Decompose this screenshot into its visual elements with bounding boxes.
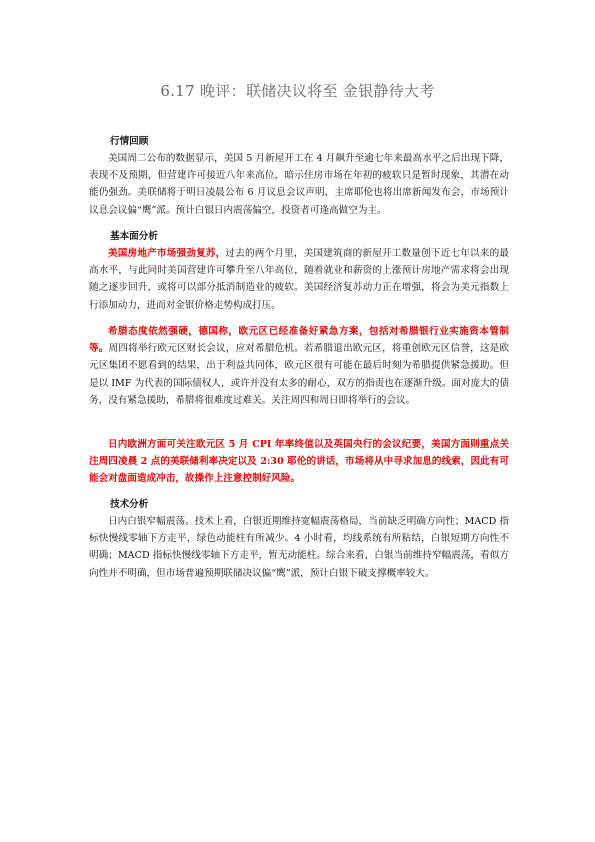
market-review-heading: 行情回顾 (110, 136, 149, 147)
fundamentals-p1-highlight: 美国房地产市场强劲复苏， (108, 248, 226, 259)
technical-paragraph: 日内白银窄幅震荡。技术上看，白银近期维持宽幅震荡格局，当前缺乏明确方向性；MACD 指标快慢线零轴下方走平，绿色动能柱有所减少。4 小时看，均线系统有所粘结，白银短期方向性不明确；MACD 指标快慢线零轴下方走平，暂无动能柱。综合来看，白银当前维持窄幅震荡，看似方向性并不明确，但市场普遍预期联储决议偏“鹰”派，预计白银下破支撑概率较大。 (89, 516, 509, 579)
technical-section (89, 496, 509, 582)
fundamentals-p2-highlight: 希腊态度依然强硬，德国称，欧元区已经准备好紧急方案，包括对希腊银行业实施资本管制等。 (89, 326, 509, 355)
greece-section (89, 323, 509, 409)
fundamentals-p2-text: 周四将举行欧元区财长会议，应对希腊危机。若希腊退出欧元区，将重创欧元区信誉，这是欧元区集团不愿看到的结果，出于利益共同体，欧元区很有可能在最后时刻为希腊提供紧急援助。但是以 IMF 为代表的国际债权人，或许并没有太多的耐心，双方的指责也在逐渐升级。面对庞大的债务，没有紧急援助，希腊将很难度过难关。关注周四和周日即将举行的会议。 (89, 343, 510, 406)
fundamentals-paragraph-3: 日内欧洲方面可关注欧元区 5 月 CPI 年率终值以及英国央行的会议纪要，美国方面则重点关注周四凌晨 2 点的美联储利率决定以及 2:30 耶伦的讲话，市场将从中寻求加息的线索，因此有可能会对盘面造成冲击，故操作上注意控制好风险。 (89, 439, 509, 485)
fundamentals-p1-text: 过去的两个月里，美国建筑商的新屋开工数量创下近七年以来的最高水平，与此同时美国营建许可攀升至八年高位，随着就业和薪资的上涨预计房地产需求将会出现随之逐步回升，或将可以部分抵消制造业的疲软。美国经济复苏动力正在增强，将会为美元指数上行添加动力，进而对金银价格走势构成打压。 (89, 248, 509, 311)
page-title: 6.17 晚评：联储决议将至 金银静待大考 (160, 82, 435, 100)
outlook-section (89, 436, 509, 488)
market-review-section (89, 133, 509, 219)
fundamentals-paragraph-2 (89, 323, 509, 409)
fundamentals-heading: 基本面分析 (110, 231, 158, 242)
market-review-paragraph: 美国周二公布的数据显示，美国 5 月新屋开工在 4 月飙升至逾七年来最高水平之后出现下降，表现不及预期，但营建许可接近八年来高位，暗示住房市场在年初的疲软只是暂时现象，其潜在动能仍强劲。美联储将于明日凌晨公布 6 月议息会议声明，主席耶伦也将出席新闻发布会，市场预计议息会议偏“鹰”派。预计白银日内震荡偏空，投资者可逢高做空为主。 (89, 153, 509, 216)
fundamentals-paragraph-1 (89, 245, 509, 314)
technical-heading: 技术分析 (110, 499, 149, 510)
fundamentals-section (89, 228, 509, 314)
